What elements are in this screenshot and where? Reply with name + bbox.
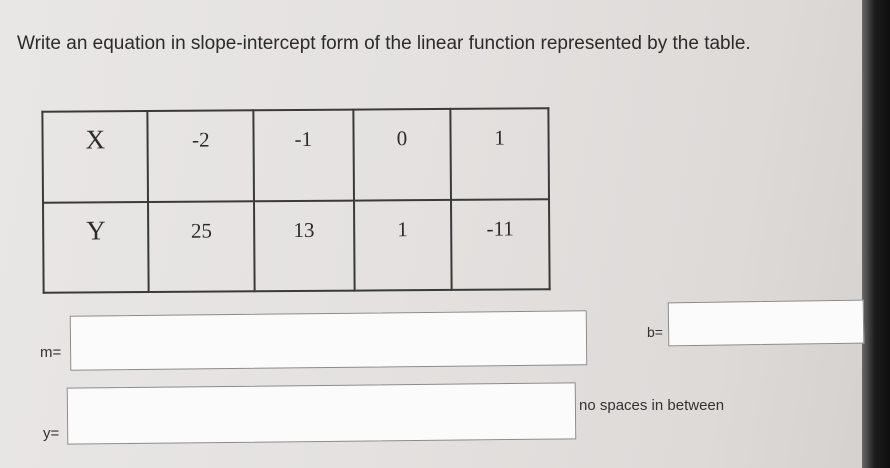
table-cell: 0 xyxy=(353,109,451,200)
intercept-input[interactable] xyxy=(668,300,865,347)
table-header-y: Y xyxy=(43,202,149,293)
equation-input[interactable] xyxy=(67,382,577,444)
table-cell: 1 xyxy=(354,199,452,290)
table-cell: -11 xyxy=(451,199,550,290)
table-cell: 1 xyxy=(450,108,549,199)
table-row xyxy=(42,108,549,202)
format-hint: no spaces in between xyxy=(579,397,725,414)
table-row xyxy=(43,199,550,293)
screen-edge xyxy=(862,0,890,468)
table-cell: 13 xyxy=(254,200,354,291)
equation-label: y= xyxy=(43,425,60,442)
table-header-x: X xyxy=(42,111,148,202)
table-cell: -1 xyxy=(253,110,353,201)
function-table xyxy=(41,107,550,294)
slope-label: m= xyxy=(40,344,62,361)
table-cell: 25 xyxy=(148,201,254,292)
slope-input[interactable] xyxy=(70,310,588,370)
question-text: Write an equation in slope-intercept form of the linear function represented by the table. xyxy=(17,33,751,54)
intercept-label: b= xyxy=(647,324,663,340)
table-cell: -2 xyxy=(148,110,254,201)
